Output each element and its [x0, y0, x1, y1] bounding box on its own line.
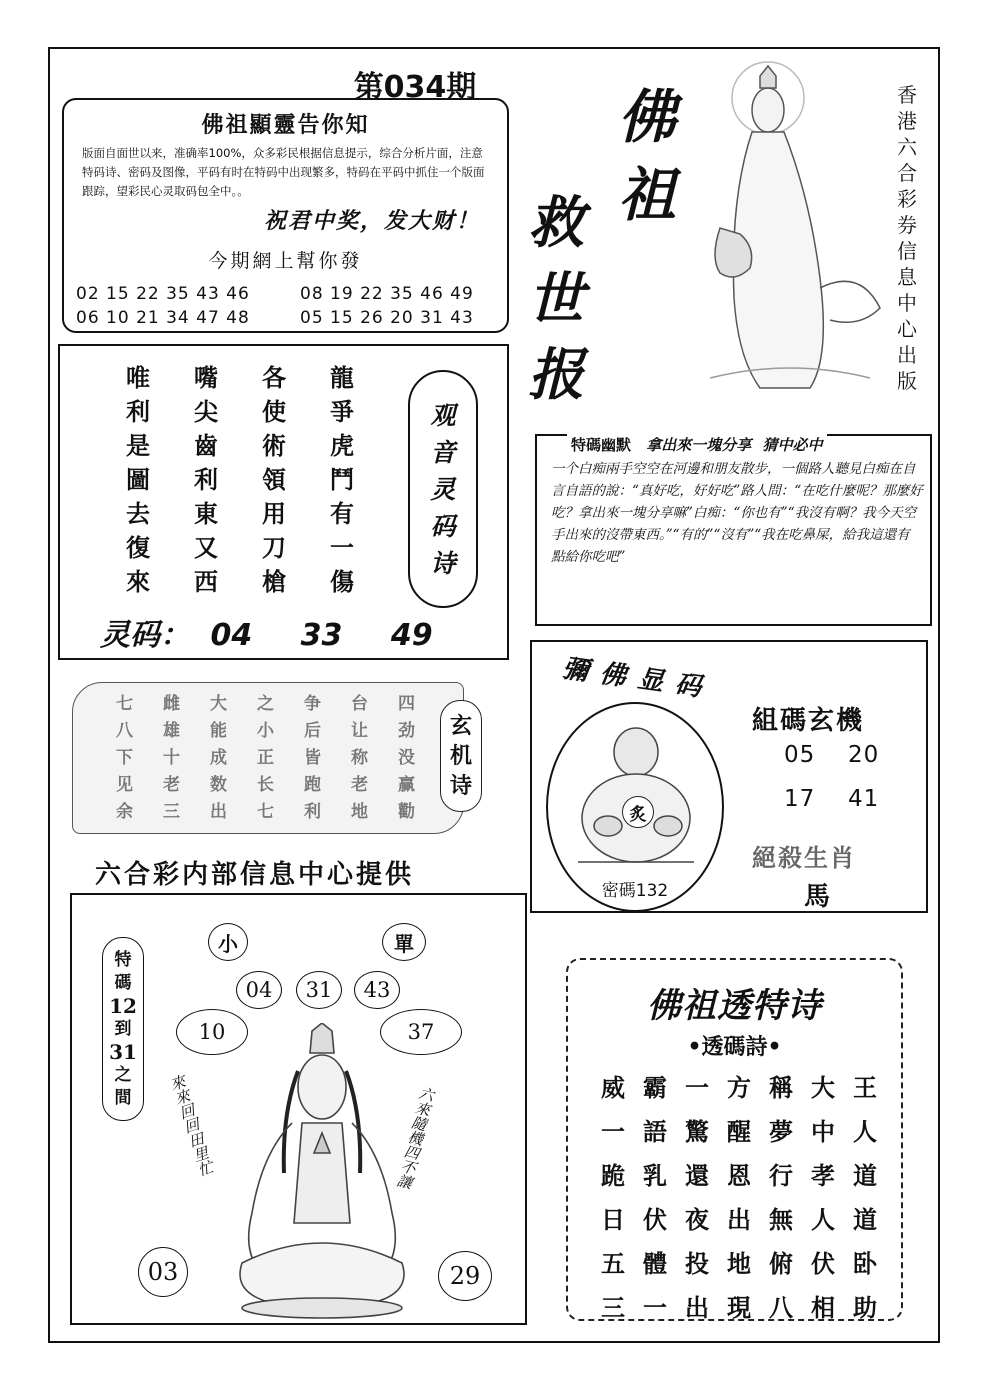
label-char: 碼	[114, 972, 132, 993]
poem-char: 還	[685, 1161, 709, 1190]
announcement-title: 佛祖顯靈告你知	[201, 112, 370, 138]
masthead-title-2	[528, 185, 584, 413]
poem-char: 赢	[398, 775, 415, 795]
poem-char: 地	[351, 802, 368, 822]
poem-char: 嘴	[194, 363, 218, 392]
fozu-poem-subtitle: •透碼詩•	[687, 1034, 782, 1060]
publisher-vertical	[890, 82, 924, 394]
provider-line: 六合彩内部信息中心提供	[95, 860, 415, 890]
poem-char: 余	[116, 802, 133, 822]
fozu-poem-box	[566, 958, 903, 1321]
left-vertical-text: 來來回回田里忙	[166, 1072, 216, 1179]
label-char: 码	[430, 511, 456, 541]
poem-char: 王	[853, 1073, 877, 1102]
label-char: 玄	[449, 713, 472, 739]
poem-char: 让	[351, 721, 368, 741]
combo-number: 20	[848, 742, 880, 768]
poem-char: 恩	[727, 1161, 751, 1190]
poem-grid	[104, 358, 376, 596]
poem-char: 醒	[727, 1117, 751, 1146]
poem-char: 使	[262, 397, 286, 426]
publisher-char: 信	[897, 239, 917, 263]
label-char: 诗	[449, 773, 472, 799]
xuanji-scroll	[72, 682, 464, 834]
joke-body: 一个白痴兩手空空在河邊和朋友散步，一個路人聽見白痴在自言自語的說：“真好吃，好好吃”路人問：“在吃什麼呢？那麼好吃？拿出來一塊分享嘛”白痴：“你也有”“我沒有啊？我今天空手出來的沒帶東西。”“有的”“沒有”“我在吃鼻屎，給我這還有點給你吃吧”	[551, 461, 923, 565]
poem-char: 没	[398, 748, 415, 768]
poem-char: 俯	[769, 1249, 793, 1278]
poem-char: 出	[685, 1293, 709, 1322]
secret-code: 密碼132	[601, 881, 669, 901]
poem-char: 助	[853, 1293, 877, 1322]
label-char: 音	[430, 437, 456, 467]
kill-zodiac-value: 馬	[804, 882, 831, 912]
poem-char: 台	[351, 694, 368, 714]
joke-header-label: 特碼幽默	[571, 436, 632, 454]
poem-char: 八	[769, 1293, 793, 1322]
poem-char: 出	[210, 802, 227, 822]
combo-number: 17	[784, 786, 816, 812]
poem-char: 龍	[330, 363, 354, 392]
label-char: 到	[114, 1018, 132, 1039]
poem-char: 方	[727, 1073, 751, 1102]
lingma-value: 33	[300, 618, 343, 653]
masthead-title-1	[618, 78, 676, 234]
poem-char: 利	[194, 465, 218, 494]
poem-char: 一	[601, 1117, 625, 1146]
poem-char: 勸	[398, 802, 415, 822]
poem-char: 小	[257, 721, 274, 741]
poem-char: 語	[643, 1117, 667, 1146]
fozu-poem-grid	[592, 1068, 886, 1332]
poem-char: 威	[601, 1073, 625, 1102]
poem-char: 七	[116, 694, 133, 714]
poem-char: 大	[210, 694, 227, 714]
poem-char: 雄	[163, 721, 180, 741]
poem-char: 孝	[811, 1161, 835, 1190]
xuanji-grid	[101, 689, 430, 824]
ring-number: 10	[176, 1009, 248, 1055]
buddha-arc-title: 彌佛显码	[560, 653, 716, 705]
publisher-char: 六	[897, 135, 917, 159]
guanyin-poem-box	[58, 344, 509, 660]
poem-char: 投	[685, 1249, 709, 1278]
label-char: 間	[114, 1087, 132, 1108]
title-char: 祖	[618, 161, 677, 229]
joke-box	[535, 434, 932, 626]
publisher-char: 出	[897, 343, 917, 367]
lingma-value: 49	[390, 618, 433, 653]
poem-char: 領	[262, 465, 286, 494]
special-range-label	[102, 937, 144, 1121]
poem-char: 又	[194, 533, 218, 562]
poem-char: 傷	[330, 567, 354, 596]
publisher-char: 中	[897, 291, 917, 315]
label-char: 之	[114, 1064, 132, 1085]
poem-char: 稱	[769, 1073, 793, 1102]
poem-char: 称	[351, 748, 368, 768]
poem-char: 正	[257, 748, 274, 768]
poem-char: 夢	[769, 1117, 793, 1146]
poem-char: 能	[210, 721, 227, 741]
label-char: 特	[114, 949, 132, 970]
poem-char: 利	[304, 802, 321, 822]
poem-char: 相	[811, 1293, 835, 1322]
poem-char: 劲	[398, 721, 415, 741]
guanyin-poem-label	[408, 370, 478, 608]
issue-number: 第034期	[353, 70, 477, 105]
poem-char: 皆	[304, 748, 321, 768]
poem-char: 唯	[126, 363, 150, 392]
poem-char: 三	[601, 1293, 625, 1322]
combo-label: 組碼玄機	[752, 706, 865, 736]
label-char: 灵	[430, 474, 456, 504]
ring-number: 04	[236, 971, 282, 1009]
poem-char: 圖	[126, 465, 150, 494]
poem-char: 八	[116, 721, 133, 741]
poem-char: 刀	[262, 533, 286, 562]
small-label: 小	[208, 923, 248, 961]
poem-char: 日	[601, 1205, 625, 1234]
poem-char: 術	[262, 431, 286, 460]
poem-char: 道	[853, 1161, 877, 1190]
poem-char: 四	[398, 694, 415, 714]
title-char: 报	[528, 342, 584, 408]
poem-char: 十	[163, 748, 180, 768]
poem-char: 虎	[330, 431, 354, 460]
poem-char: 下	[116, 748, 133, 768]
label-char: 机	[449, 743, 472, 769]
label-char: 诗	[430, 548, 456, 578]
guanyin-standing-figure	[690, 58, 886, 394]
poem-char: 雌	[163, 694, 180, 714]
publisher-char: 合	[897, 161, 917, 185]
announcement-body: 版面自面世以来，准确率100%，众多彩民根据信息提示，综合分析片面，注意特码诗、密码及图像，平码有时在特码中出现繁多，特码在平码中抓住一个版面跟踪，望彩民心灵取码包全中。。	[82, 146, 485, 198]
title-char: 佛	[618, 83, 677, 151]
poem-char: 数	[210, 775, 227, 795]
poem-char: 地	[727, 1249, 751, 1278]
poem-char: 現	[727, 1293, 751, 1322]
poem-char: 见	[116, 775, 133, 795]
ring-number: 43	[354, 971, 400, 1009]
poem-char: 一	[643, 1293, 667, 1322]
buddha-oval	[546, 702, 724, 912]
title-char: 世	[528, 266, 584, 332]
joke-phrase: 拿出來一塊分享	[646, 436, 752, 454]
publisher-char: 港	[897, 109, 917, 133]
lingma-row	[100, 610, 433, 654]
buddha-box	[530, 640, 928, 913]
joke-header	[567, 434, 827, 455]
poem-char: 是	[126, 431, 150, 460]
poem-char: 道	[853, 1205, 877, 1234]
poem-char: 跑	[304, 775, 321, 795]
poem-char: 霸	[643, 1073, 667, 1102]
poem-char: 大	[811, 1073, 835, 1102]
publisher-char: 彩	[897, 187, 917, 211]
announcement-box	[62, 98, 509, 333]
poem-char: 长	[257, 775, 274, 795]
poem-char: 人	[853, 1117, 877, 1146]
poem-char: 齒	[194, 431, 218, 460]
poem-char: 老	[351, 775, 368, 795]
announcement-subtitle: 今期網上幫你發	[208, 250, 363, 272]
poem-char: 人	[811, 1205, 835, 1234]
poem-char: 出	[727, 1205, 751, 1234]
bottom-number: 03	[138, 1247, 188, 1297]
lower-left-box	[70, 893, 527, 1325]
poem-char: 乳	[643, 1161, 667, 1190]
poem-char: 驚	[685, 1117, 709, 1146]
xuanji-label	[440, 700, 482, 812]
label-char: 31	[109, 1039, 137, 1064]
poem-char: 有	[330, 499, 354, 528]
label-char: 观	[430, 400, 456, 430]
number-row: 06 10 21 34 47 48	[76, 308, 250, 328]
poem-char: 老	[163, 775, 180, 795]
number-row: 02 15 22 35 43 46	[76, 284, 250, 304]
poem-char: 成	[210, 748, 227, 768]
poem-char: 后	[304, 721, 321, 741]
poem-char: 來	[126, 567, 150, 596]
poem-char: 槍	[262, 567, 286, 596]
kill-zodiac-label: 絕殺生肖	[752, 843, 856, 872]
publisher-char: 心	[897, 317, 917, 341]
right-vertical-text: 六來隨機四不讓	[393, 1084, 437, 1191]
poem-char: 伏	[811, 1249, 835, 1278]
poem-char: 利	[126, 397, 150, 426]
bottom-number: 29	[438, 1251, 492, 1301]
announcement-slogan: 祝君中奖，发大财！	[264, 208, 481, 234]
combo-number: 41	[848, 786, 880, 812]
publisher-char: 版	[897, 369, 917, 393]
publisher-char: 息	[897, 265, 917, 289]
buddha-seal: 炙	[622, 796, 654, 828]
poem-char: 西	[194, 567, 218, 596]
ring-number: 37	[380, 1009, 462, 1055]
poem-char: 用	[262, 499, 286, 528]
guanyin-seated-figure	[222, 1023, 422, 1321]
poem-char: 尖	[194, 397, 218, 426]
poem-char: 一	[685, 1073, 709, 1102]
poem-char: 爭	[330, 397, 354, 426]
poem-char: 夜	[685, 1205, 709, 1234]
label-char: 12	[109, 993, 137, 1018]
joke-hint: 猜中必中	[762, 436, 823, 454]
poem-char: 争	[304, 694, 321, 714]
poem-char: 伏	[643, 1205, 667, 1234]
poem-char: 復	[126, 533, 150, 562]
poem-char: 體	[643, 1249, 667, 1278]
single-label: 單	[382, 923, 426, 961]
poem-char: 一	[330, 533, 354, 562]
poem-char: 中	[811, 1117, 835, 1146]
poem-char: 之	[257, 694, 274, 714]
poem-char: 三	[163, 802, 180, 822]
combo-number: 05	[784, 742, 816, 768]
title-char: 救	[528, 190, 584, 256]
poem-char: 跪	[601, 1161, 625, 1190]
poem-char: 七	[257, 802, 274, 822]
poem-char: 去	[126, 499, 150, 528]
fozu-poem-title: 佛祖透特诗	[647, 986, 822, 1026]
number-row: 08 19 22 35 46 49	[300, 284, 474, 304]
lingma-label: 灵码：	[100, 618, 190, 653]
ring-number: 31	[296, 971, 342, 1009]
publisher-char: 香	[897, 83, 917, 107]
poem-char: 鬥	[330, 465, 354, 494]
poem-char: 卧	[853, 1249, 877, 1278]
poem-char: 五	[601, 1249, 625, 1278]
poem-char: 行	[769, 1161, 793, 1190]
number-row: 05 15 26 20 31 43	[300, 308, 474, 328]
publisher-char: 券	[897, 213, 917, 237]
poem-char: 各	[262, 363, 286, 392]
poem-char: 無	[769, 1205, 793, 1234]
lingma-value: 04	[210, 618, 253, 653]
poem-char: 東	[194, 499, 218, 528]
